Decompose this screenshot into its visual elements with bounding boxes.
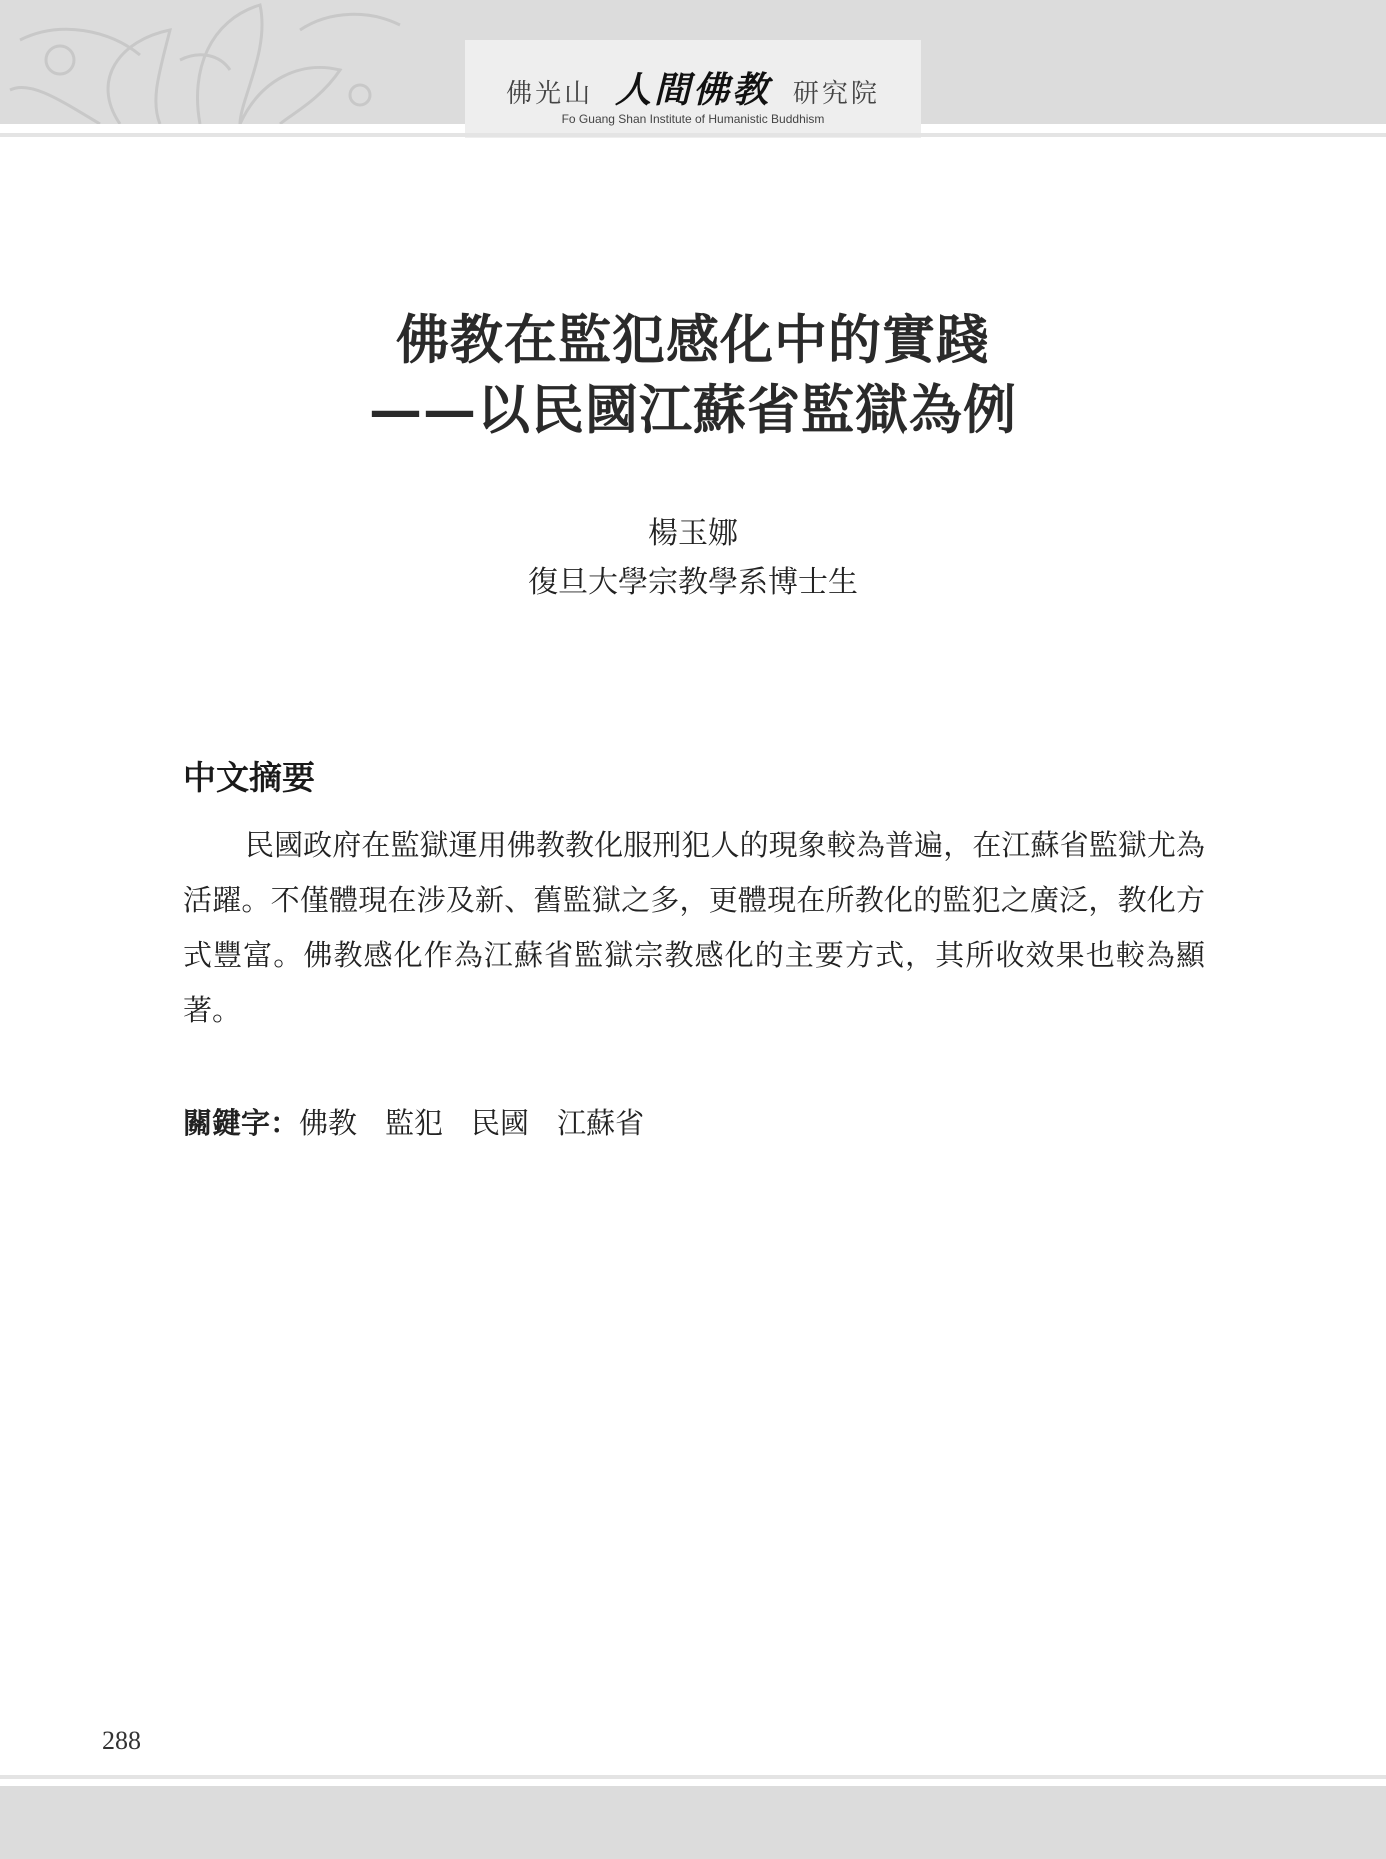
keyword-item: 佛教 [299,1106,358,1140]
logo-suffix: 研究院 [792,79,880,109]
title-line-2: ——以民國江蘇省監獄為例 [369,379,1017,441]
author-name: 楊玉娜 [648,516,738,551]
abstract-body: 民國政府在監獄運用佛教教化服刑犯人的現象較為普遍，在江蘇省監獄尤為活躍。不僅體現在涉及新、舊監獄之多，更體現在所教化的監犯之廣泛，教化方式豐富。佛教感化作為江蘇省監獄宗教感化的主要方式，其所收效果也較為顯著。 [183,828,1205,1027]
abstract-heading: 中文摘要 [183,758,315,797]
keyword-item: 江蘇省 [557,1106,645,1140]
author-affiliation: 復旦大學宗教學系博士生 [528,565,858,600]
keywords-label: 關鍵字： [183,1106,300,1140]
keyword-item: 監犯 [385,1106,444,1140]
keywords [183,1101,672,1142]
title-line-1: 佛教在監犯感化中的實踐 [396,309,990,371]
header-band [0,0,1386,124]
keyword-item: 民國 [471,1106,530,1140]
page-number: 288 [102,1726,141,1755]
footer-rule [0,1775,1386,1779]
lotus-ornament-icon [0,0,420,124]
logo-prefix: 佛光山 [506,79,594,109]
footer-band [0,1786,1386,1859]
header-rule [0,133,1386,137]
institute-logo [465,40,921,138]
logo-english: Fo Guang Shan Institute of Humanistic Buddhism [561,112,825,126]
logo-brand: 人間佛教 [614,69,771,111]
